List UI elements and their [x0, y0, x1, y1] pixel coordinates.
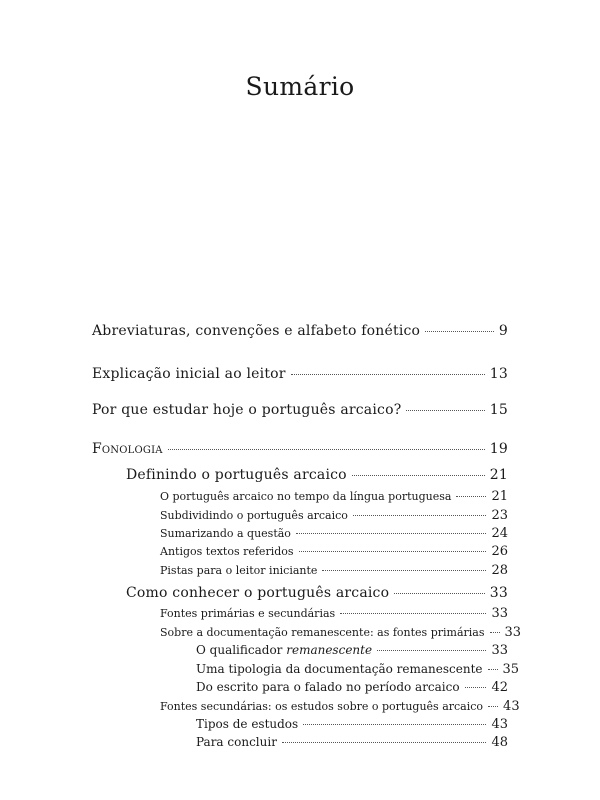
dot-leader — [282, 742, 487, 743]
toc-entry-page: 23 — [491, 508, 508, 523]
toc-entry-title — [196, 643, 372, 657]
toc-entry — [160, 625, 522, 640]
toc-entry — [92, 366, 508, 382]
toc-entry-page: 9 — [498, 323, 508, 339]
toc-entry-page: 21 — [491, 489, 508, 504]
toc-entry-title: Fontes secundárias: os estudos sobre o português arcaico — [160, 700, 484, 713]
toc-entry-page: 35 — [502, 662, 520, 677]
toc-entry — [160, 489, 508, 504]
toc-entry-page: 26 — [491, 544, 508, 559]
toc-entry — [160, 508, 508, 523]
toc-entry — [160, 699, 520, 714]
toc-entry-title: Tipos de estudos — [196, 717, 299, 731]
toc-entry — [160, 606, 508, 621]
toc-entry-title: Uma tipologia da documentação remanescente — [196, 662, 483, 676]
toc-entry-title: Como conhecer o português arcaico — [126, 585, 390, 601]
dot-leader — [303, 724, 486, 725]
dot-leader — [490, 632, 500, 633]
toc-entry-title: Por que estudar hoje o português arcaico? — [92, 402, 402, 418]
dot-leader — [406, 410, 484, 411]
toc-entry-title: Subdividindo o português arcaico — [160, 509, 348, 522]
toc-entry-title: Fontes primárias e secundárias — [160, 607, 336, 620]
toc-entry-title: Pistas para o leitor iniciante — [160, 564, 318, 577]
toc-entry-title: Abreviaturas, convenções e alfabeto fonético — [92, 323, 421, 339]
toc-entry — [126, 467, 508, 483]
dot-leader — [352, 475, 485, 476]
toc-entry — [126, 585, 508, 601]
toc-entry — [196, 643, 508, 658]
dot-leader — [488, 669, 498, 670]
toc-entry-page: 43 — [491, 717, 508, 732]
dot-leader — [296, 533, 487, 534]
dot-leader — [456, 496, 486, 497]
dot-leader — [377, 650, 486, 651]
toc-entry-title: Sobre a documentação remanescente: as fontes primárias — [160, 626, 485, 639]
page-title: Sumário — [245, 72, 355, 101]
toc-entry-title: Definindo o português arcaico — [126, 467, 347, 483]
toc-entry-page: 19 — [489, 441, 508, 457]
toc-entry-section — [92, 441, 508, 457]
toc-entry — [196, 717, 508, 732]
toc-entry-title: Sumarizando a questão — [160, 527, 291, 540]
toc-entry — [196, 662, 520, 677]
dot-leader — [353, 515, 487, 516]
toc-section-title: Fonologia — [92, 441, 163, 457]
dot-leader — [299, 551, 487, 552]
toc-entry — [160, 526, 508, 541]
dot-leader — [425, 331, 494, 332]
toc-entry — [92, 402, 508, 418]
toc-entry-page: 33 — [489, 585, 508, 601]
toc-entry-title: O português arcaico no tempo da língua portuguesa — [160, 490, 452, 503]
toc-entry-page: 42 — [491, 680, 508, 695]
toc-entry-page: 13 — [489, 366, 508, 382]
toc-entry — [196, 680, 508, 695]
toc-entry-page: 33 — [491, 643, 508, 658]
toc-entry-title: Antigos textos referidos — [160, 545, 294, 558]
toc-entry-page: 28 — [491, 563, 508, 578]
toc-entry-page: 43 — [503, 699, 520, 714]
dot-leader — [394, 593, 485, 594]
dot-leader — [322, 570, 486, 571]
toc-entry-title-italic: remanescente — [286, 643, 373, 657]
toc-entry — [160, 544, 508, 559]
toc-entry-page: 21 — [489, 467, 508, 483]
dot-leader — [291, 374, 485, 375]
toc-entry-title: Para concluir — [196, 735, 277, 749]
dot-leader — [168, 449, 485, 450]
toc-entry — [196, 735, 508, 750]
dot-leader — [488, 706, 498, 707]
toc-entry — [160, 563, 508, 578]
toc-entry-title: Do escrito para o falado no período arcaico — [196, 680, 460, 694]
toc-entry-title-prefix: O qualificador — [196, 643, 287, 657]
toc-entry-page: 33 — [491, 606, 508, 621]
dot-leader — [465, 687, 487, 688]
toc-entry-title: Explicação inicial ao leitor — [92, 366, 286, 382]
toc-entry-page: 24 — [491, 526, 508, 541]
toc-entry-page: 33 — [504, 625, 522, 640]
dot-leader — [340, 613, 486, 614]
toc-entry-page: 15 — [489, 402, 508, 418]
toc-entry — [92, 323, 508, 339]
toc-entry-page: 48 — [491, 735, 508, 750]
